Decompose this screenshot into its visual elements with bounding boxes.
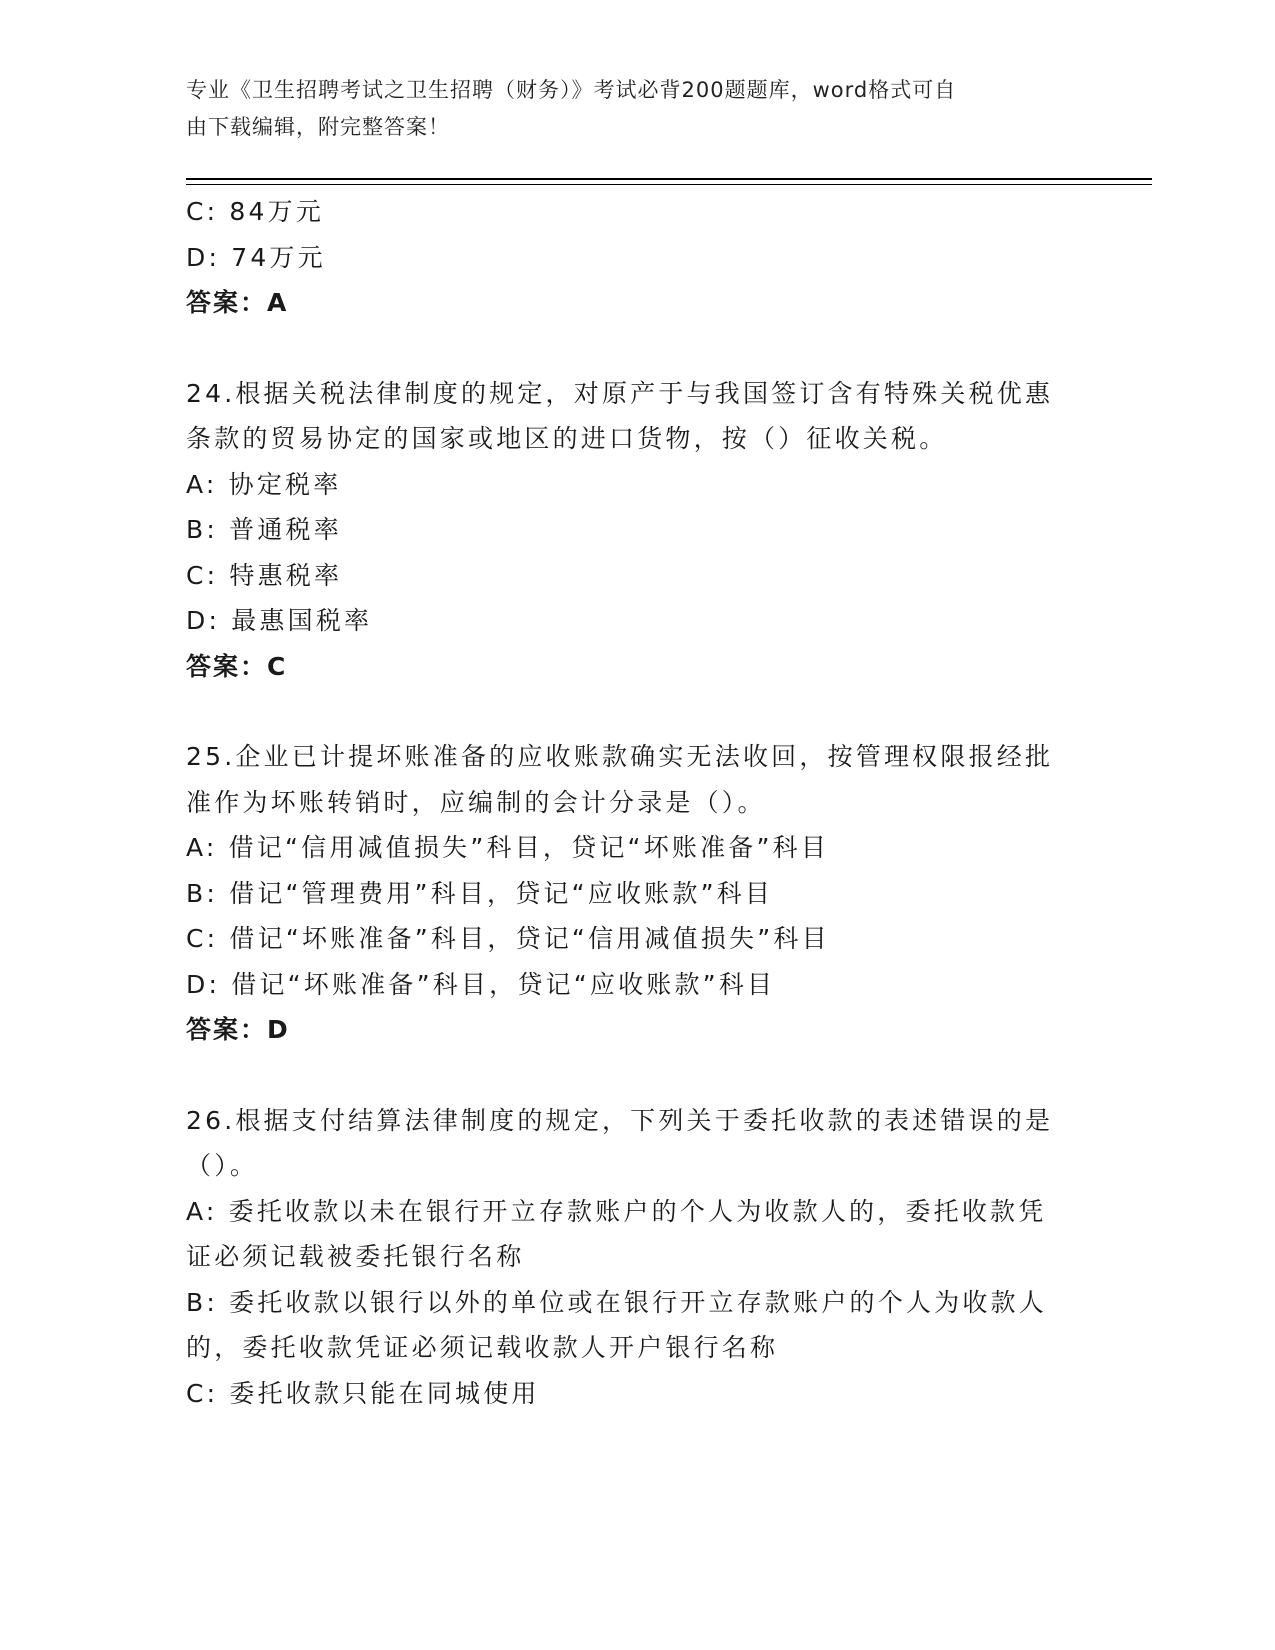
question-text: 条款的贸易协定的国家或地区的进口货物，按（）征收关税。	[186, 424, 948, 453]
option-d: D: 最惠国税率	[186, 606, 373, 635]
question-block-25	[186, 734, 1076, 1053]
question-text: 25.企业已计提坏账准备的应收账款确实无法收回，按管理权限报经批	[186, 742, 1054, 771]
spacer	[186, 326, 1076, 371]
header-divider	[186, 178, 1152, 180]
option-c: C: 84万元	[186, 197, 325, 226]
option-a: A: 借记“信用减值损失”科目，贷记“坏账准备”科目	[186, 833, 830, 862]
question-text: 24.根据关税法律制度的规定，对原产于与我国签订含有特殊关税优惠	[186, 378, 1054, 408]
option-b: B: 借记“管理费用”科目，贷记“应收账款”科目	[186, 878, 774, 908]
option-b: B: 普通税率	[186, 515, 342, 544]
question-block-26	[186, 1098, 1076, 1417]
option-b: 的，委托收款凭证必须记载收款人开户银行名称	[186, 1333, 779, 1362]
question-text: 26.根据支付结算法律制度的规定，下列关于委托收款的表述错误的是	[186, 1105, 1054, 1135]
option-c: C: 借记“坏账准备”科目，贷记“信用减值损失”科目	[186, 924, 830, 953]
question-text: 准作为坏账转销时，应编制的会计分录是（）。	[186, 787, 766, 817]
option-a: A: 委托收款以未在银行开立存款账户的个人为收款人的，委托收款凭	[186, 1196, 1047, 1226]
option-d: D: 借记“坏账准备”科目，贷记“应收账款”科目	[186, 969, 776, 999]
option-d: D: 74万元	[186, 242, 326, 272]
question-block-23	[186, 189, 1076, 326]
question-text: （）。	[186, 1151, 259, 1180]
option-a: 证必须记载被委托银行名称	[186, 1242, 525, 1271]
answer-label: 答案：D	[186, 1015, 290, 1044]
spacer	[186, 1053, 1076, 1098]
answer-label: 答案：A	[186, 288, 289, 317]
question-block-24	[186, 371, 1076, 690]
option-a: A: 协定税率	[186, 469, 342, 499]
option-b: B: 委托收款以银行以外的单位或在银行开立存款账户的个人为收款人	[186, 1287, 1047, 1317]
document-header	[186, 72, 1066, 146]
answer-label: 答案：C	[186, 651, 288, 681]
spacer	[186, 689, 1076, 734]
header-line: 专业《卫生招聘考试之卫生招聘（财务）》考试必背200题题库，word格式可自	[186, 78, 957, 102]
header-divider-thin	[186, 184, 1152, 185]
question-list	[186, 189, 1076, 1416]
option-c: C: 委托收款只能在同城使用	[186, 1378, 540, 1408]
option-c: C: 特惠税率	[186, 560, 343, 590]
header-line: 由下载编辑，附完整答案！	[186, 115, 450, 139]
